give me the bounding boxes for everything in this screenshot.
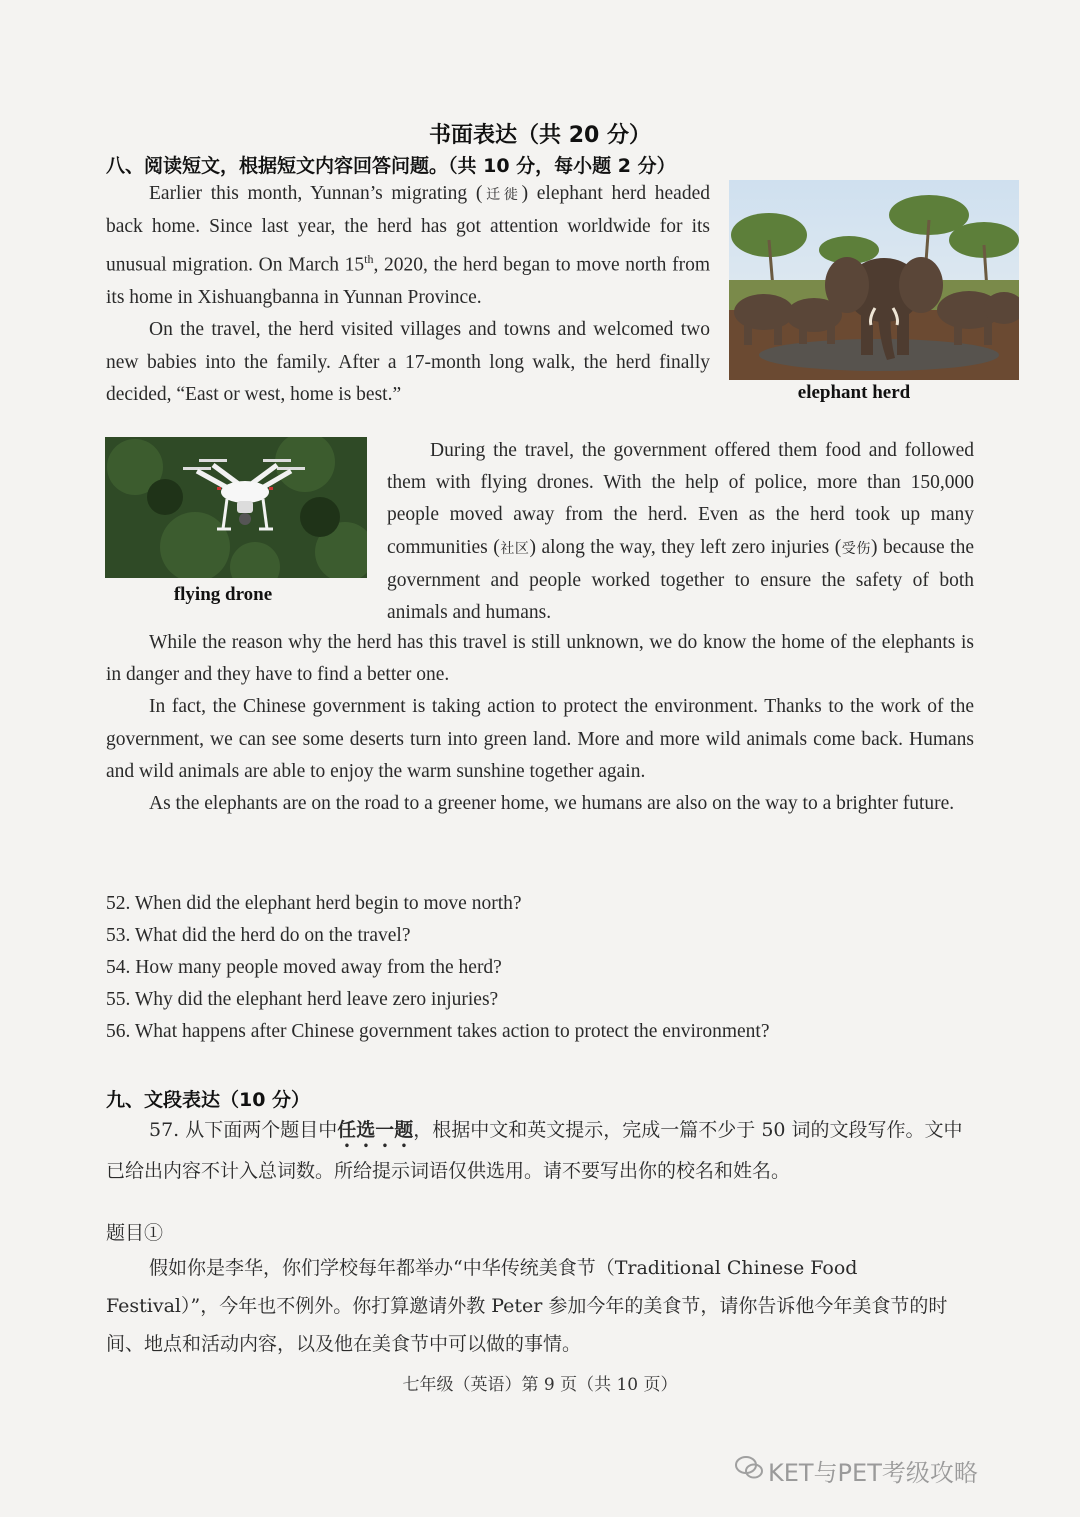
topic-label: 题目① — [106, 1222, 164, 1244]
page-title: 书面表达（共 20 分） — [429, 123, 651, 148]
paragraph-2: On the travel, the herd visited villages and towns and welcomed two new babies into the family. After a 17-month long walk, the herd finally decided, “East or west, home is best.” — [106, 319, 710, 405]
emphasis-choose-one: 任选一题 — [337, 1119, 414, 1141]
passage-mid — [387, 435, 974, 629]
wechat-icon — [734, 1454, 764, 1482]
drone-illustration — [105, 437, 367, 578]
paragraph-4: While the reason why the herd has this travel is still unknown, we do know the home of the elephants is in danger and they have to find a better one. — [106, 632, 974, 686]
paragraph-5: In fact, the Chinese government is taking action to protect the environment. Thanks to the work of the government, we can see some deserts turn into green land. More and more wild animals come back. Humans and wild animals are able to enjoy the warm sunshine together again. — [106, 696, 974, 782]
paragraph-3: During the travel, the government offered them food and followed them with flying drones. With the help of police, more than 150,000 people moved away from the herd. Even as the herd took up many communities (社区) along the way, they left zero injuries (受伤) because the government and people worked together to ensure the safety of both animals and humans. — [387, 440, 974, 624]
drone-caption: flying drone — [173, 584, 273, 605]
passage-bottom — [106, 627, 974, 820]
section-8-heading: 八、阅读短文，根据短文内容回答问题。（共 10 分，每小题 2 分） — [106, 155, 676, 177]
question-56: 56. What happens after Chinese government takes action to protect the environment? — [106, 1021, 770, 1042]
question-54: 54. How many people moved away from the herd? — [106, 957, 502, 978]
flying-drone-image — [105, 437, 367, 578]
page-footer: 七年级（英语）第 9 页（共 10 页） — [402, 1375, 678, 1395]
question-55: 55. Why did the elephant herd leave zero injuries? — [106, 989, 499, 1010]
section-9-heading: 九、文段表达（10 分） — [106, 1089, 311, 1111]
question-52: 52. When did the elephant herd begin to move north? — [106, 893, 522, 914]
question-53: 53. What did the herd do on the travel? — [106, 925, 411, 946]
paragraph-6: As the elephants are on the road to a greener home, we humans are also on the way to a brighter future. — [149, 793, 955, 815]
paragraph-1: Earlier this month, Yunnan’s migrating (迁徙) elephant herd headed back home. Since last year, the herd has got attention worldwide for its unusual migration. On March 15th, 2020, the herd began to move north from its home in Xishuangbanna in Yunnan Province. — [106, 183, 710, 309]
passage-top — [106, 178, 710, 411]
elephant-caption: elephant herd — [797, 382, 911, 403]
question-57: 57. 从下面两个题目中任选一题，根据中文和英文提示，完成一篇不少于 50 词的文段写作。文中已给出内容不计入总词数。所给提示词语仅供选用。请不要写出你的校名和姓名。 — [106, 1119, 963, 1182]
elephant-illustration — [729, 180, 1019, 380]
topic-1-text: 假如你是李华，你们学校每年都举办“中华传统美食节（Traditional Chinese Food Festival）”，今年也不例外。你打算邀请外教 Peter 参加今年的美食节，请你告诉他今年美食节的时间、地点和活动内容，以及他在美食节中可以做的事情。 — [106, 1257, 948, 1355]
elephant-herd-image — [729, 180, 1019, 380]
watermark-text: KET与PET考级攻略 — [768, 1459, 978, 1487]
